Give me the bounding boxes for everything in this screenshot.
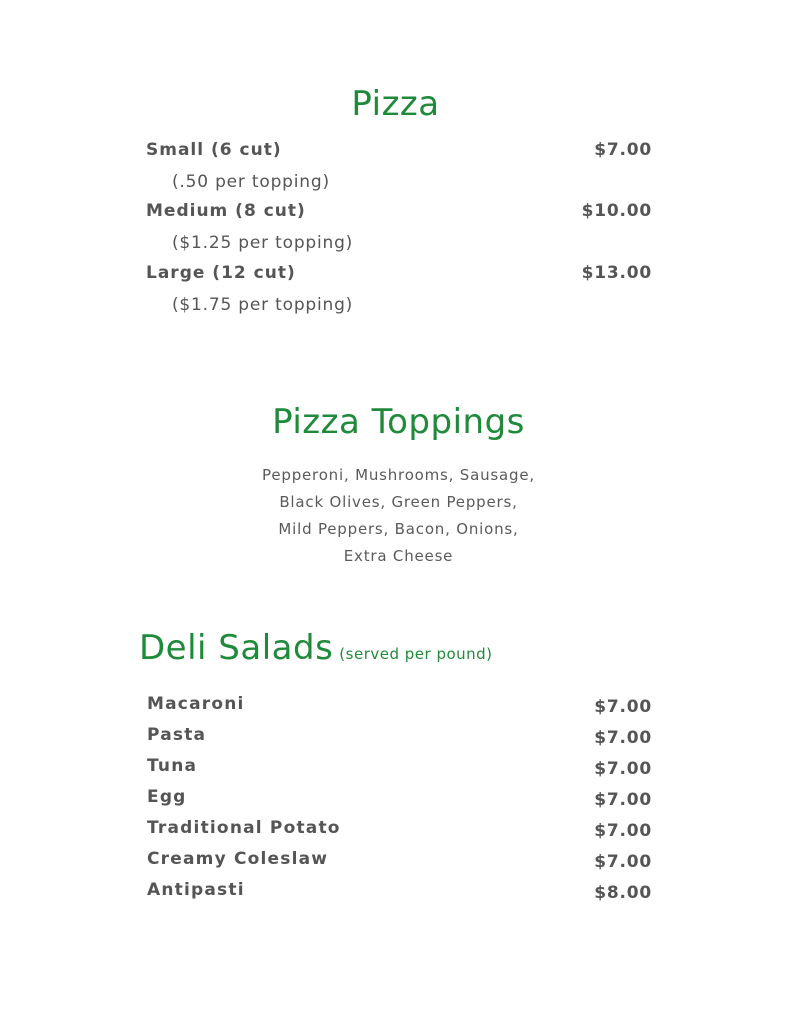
toppings-line: Mild Peppers, Bacon, Onions, xyxy=(278,520,519,538)
pizza-size-row xyxy=(146,140,652,166)
toppings-list xyxy=(0,462,791,570)
deli-title-text: Deli Salads xyxy=(139,628,334,668)
toppings-line: Extra Cheese xyxy=(343,547,454,565)
deli-item-row xyxy=(147,725,652,751)
pizza-topping-note: ($1.25 per topping) xyxy=(172,233,354,253)
deli-item-name: Egg xyxy=(147,787,187,807)
deli-section-title xyxy=(139,628,493,668)
pizza-size-price: $7.00 xyxy=(594,140,652,160)
toppings-line: Pepperoni, Mushrooms, Sausage, xyxy=(262,466,535,484)
pizza-size-price: $10.00 xyxy=(581,201,652,221)
pizza-topping-note: (.50 per topping) xyxy=(172,172,330,192)
toppings-section-title: Pizza Toppings xyxy=(272,402,525,442)
deli-item-name: Tuna xyxy=(147,756,198,776)
pizza-size-name: Large (12 cut) xyxy=(146,263,296,283)
pizza-topping-note: ($1.75 per topping) xyxy=(172,295,354,315)
pizza-size-row xyxy=(146,201,652,227)
deli-subtitle: (served per pound) xyxy=(339,645,493,663)
deli-item-name: Creamy Coleslaw xyxy=(147,849,329,869)
deli-item-row xyxy=(147,756,652,782)
deli-item-row xyxy=(147,818,652,844)
deli-item-row xyxy=(147,880,652,906)
deli-item-name: Antipasti xyxy=(147,880,245,900)
pizza-size-name: Small (6 cut) xyxy=(146,140,282,160)
deli-item-name: Pasta xyxy=(147,725,207,745)
deli-item-row xyxy=(147,787,652,813)
deli-item-price: $7.00 xyxy=(594,790,652,810)
deli-item-row xyxy=(147,694,652,720)
deli-item-price: $7.00 xyxy=(594,728,652,748)
pizza-size-row xyxy=(146,263,652,289)
deli-item-price: $7.00 xyxy=(594,697,652,717)
deli-item-name: Macaroni xyxy=(147,694,245,714)
deli-item-price: $7.00 xyxy=(594,759,652,779)
deli-item-name: Traditional Potato xyxy=(147,818,341,838)
toppings-line: Black Olives, Green Peppers, xyxy=(279,493,518,511)
pizza-size-name: Medium (8 cut) xyxy=(146,201,306,221)
deli-item-row xyxy=(147,849,652,875)
deli-item-price: $7.00 xyxy=(594,821,652,841)
deli-item-price: $7.00 xyxy=(594,852,652,872)
deli-item-price: $8.00 xyxy=(594,883,652,903)
pizza-size-price: $13.00 xyxy=(581,263,652,283)
pizza-section-title: Pizza xyxy=(351,84,440,124)
